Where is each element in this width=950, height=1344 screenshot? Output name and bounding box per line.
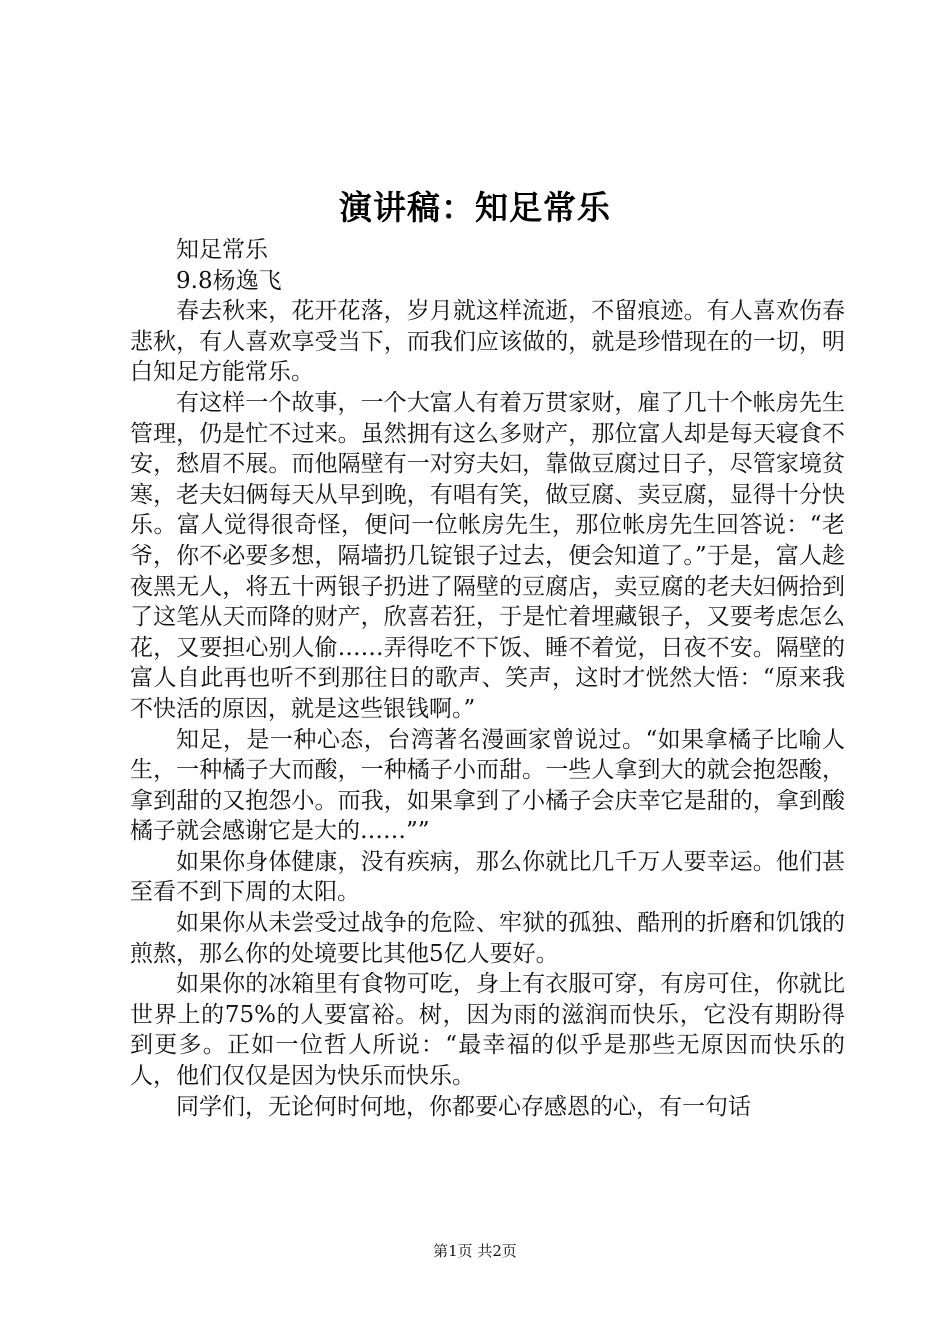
paragraph: 如果你身体健康，没有疾病，那么你就比几千万人要幸运。他们甚至看不到下周的太阳。: [130, 848, 845, 906]
document-subtitle: 知足常乐: [176, 237, 268, 263]
paragraph: 如果你的冰箱里有食物可吃，身上有衣服可穿，有房可住，你就比世界上的75%的人要富裕。树，因为雨的滋润而快乐，它没有期盼得到更多。正如一位哲人所说：“最幸福的似乎是那些无原因而快乐的人，他们仅仅是因为快乐而快乐。: [130, 971, 845, 1090]
paragraph: 知足，是一种心态，台湾著名漫画家曾说过。“如果拿橘子比喻人生，一种橘子大而酸，一种橘子小而甜。一些人拿到大的就会抱怨酸，拿到甜的又抱怨小。而我，如果拿到了小橘子会庆幸它是甜的，拿到酸橘子就会感谢它是大的……””: [130, 726, 845, 845]
document-byline: 9.8杨逸飞: [176, 267, 282, 294]
paragraph: 有这样一个故事，一个大富人有着万贯家财，雇了几十个帐房先生管理，仍是忙不过来。虽然拥有这么多财产，那位富人却是每天寝食不安，愁眉不展。而他隔壁有一对穷夫妇，靠做豆腐过日子，尽管家境贫寒，老夫妇俩每天从早到晚，有唱有笑，做豆腐、卖豆腐，显得十分快乐。富人觉得很奇怪，便问一位帐房先生，那位帐房先生回答说：“老爷，你不必要多想，隔墙扔几锭银子过去，便会知道了。”于是，富人趁夜黑无人，将五十两银子扔进了隔壁的豆腐店，卖豆腐的老夫妇俩拾到了这笔从天而降的财产，欣喜若狂，于是忙着埋藏银子，又要考虑怎么花，又要担心别人偷……弄得吃不下饭、睡不着觉，日夜不安。隔壁的富人自此再也听不到那往日的歌声、笑声，这时才恍然大悟：“原来我不快活的原因，就是这些银钱啊。”: [130, 389, 845, 722]
paragraph: 如果你从未尝受过战争的危险、牢狱的孤独、酷刑的折磨和饥饿的煎熬，那么你的处境要比其他5亿人要好。: [130, 910, 845, 967]
page-footer: 第1页 共2页: [433, 1242, 517, 1260]
document-body: [130, 235, 845, 1122]
paragraph: 春去秋来，花开花落，岁月就这样流逝，不留痕迹。有人喜欢伤春悲秋，有人喜欢享受当下，而我们应该做的，就是珍惜现在的一切，明白知足方能常乐。: [130, 298, 845, 386]
document-title: 演讲稿：知足常乐: [339, 188, 611, 227]
paragraph: 同学们，无论何时何地，你都要心存感恩的心，有一句话: [176, 1093, 751, 1120]
